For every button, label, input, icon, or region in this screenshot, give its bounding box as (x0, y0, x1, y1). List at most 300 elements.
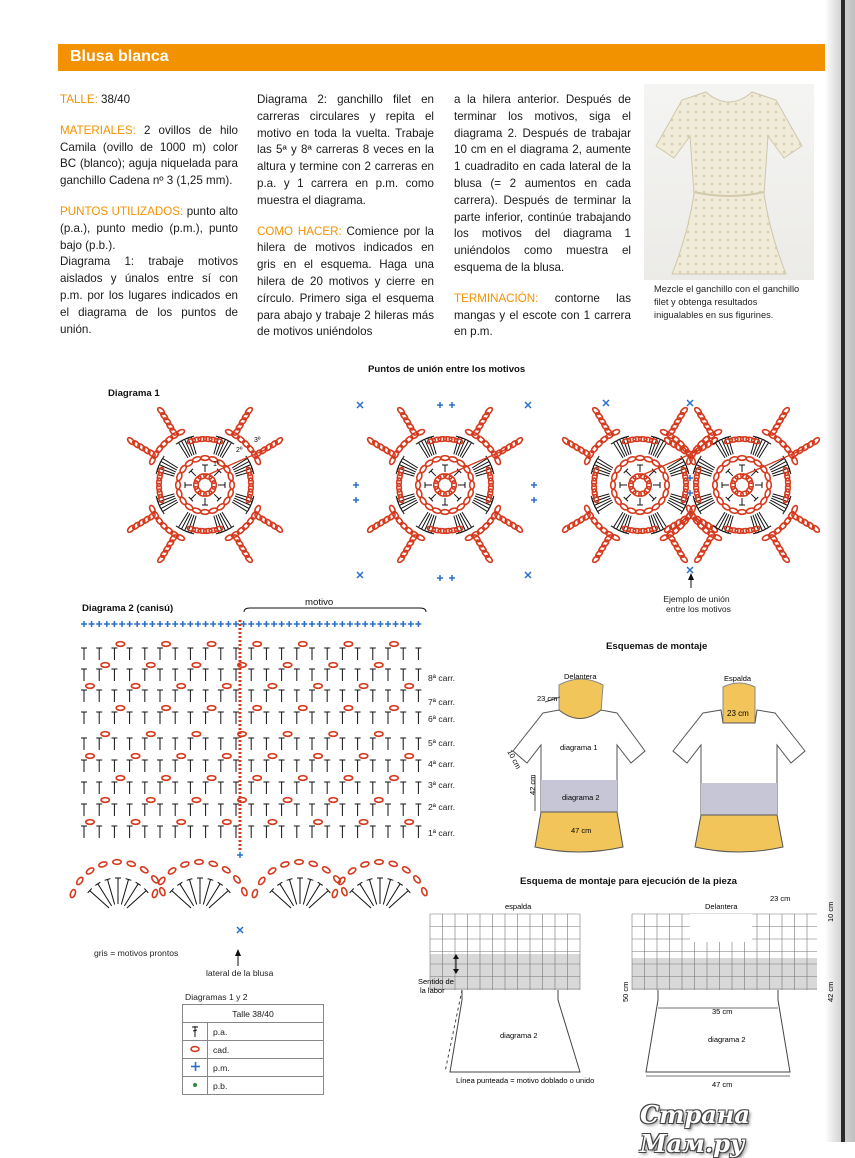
motif-diagram-joined (353, 402, 537, 581)
pm-stitch (301, 621, 307, 627)
chain-stitch (241, 521, 250, 530)
terminacion-value: contorne las mangas y el escote con 1 carrera en p.m. (454, 291, 631, 339)
round-2-label: 2º (236, 447, 243, 454)
pm-stitch (408, 621, 414, 627)
ejemplo-label (662, 594, 731, 614)
pm-stitch (332, 621, 338, 627)
chain-stitch (126, 437, 135, 446)
stitch-top (357, 882, 362, 885)
motif-diagram-example (561, 400, 820, 573)
chain-stitch (331, 889, 338, 898)
stitch-top (136, 882, 141, 885)
pm-stitch (142, 621, 148, 627)
chain-stitch (405, 684, 413, 689)
chain-stitch (375, 860, 383, 865)
chain-stitch (811, 524, 820, 533)
chain-stitch (359, 820, 367, 825)
chain-stitch (116, 642, 124, 647)
pm-stitch (324, 621, 330, 627)
chain-stitch (432, 456, 441, 463)
chain-stitch (314, 684, 322, 689)
dc-stitch (172, 891, 191, 908)
pm-stitch (355, 621, 361, 627)
chain-stitch (86, 820, 94, 825)
chain-stitch (180, 861, 189, 868)
stitch-top (698, 456, 701, 461)
ejemplo-arrowhead (688, 573, 694, 580)
chain-stitch (244, 554, 253, 563)
pb-stitch (687, 567, 693, 573)
legend-pb: p.b. (208, 1077, 324, 1095)
chain-stitch (98, 861, 107, 868)
pm-stitch (271, 621, 277, 627)
pm-stitch (353, 497, 359, 503)
pm-stitch (187, 621, 193, 627)
ejemplo-line-1: Ejemplo de unión (663, 594, 730, 604)
pm-stitch (437, 575, 443, 581)
dc-stitch (191, 471, 196, 476)
pm-stitch (353, 482, 359, 488)
chain-stitch (253, 706, 261, 711)
motivo-brace (244, 608, 426, 612)
photo-caption: Mezcle el ganchillo con el ganchillo filet y obtenga resultados inigualables en sus figurines. (654, 284, 800, 320)
chain-stitch (467, 472, 474, 481)
chain-stitch (159, 521, 168, 530)
chain-stitch (476, 435, 485, 444)
chain-stitch (126, 524, 135, 533)
chain-stitch (147, 732, 155, 737)
chain-stitch (713, 481, 718, 489)
chain-stitch (329, 798, 337, 803)
linea-punteada-label: Línea punteada = motivo doblado o unido (456, 1076, 595, 1085)
chain-stitch (299, 776, 307, 781)
diagrama1-paragraph: Diagrama 1: trabaje motivos aislados y únalos entre sí con p.m. por los lugares indicados en el diagrama de los puntos de unión. (60, 255, 238, 336)
chain-stitch (321, 866, 331, 874)
pm-stitch (531, 482, 537, 488)
row-label: 2ª carr. (428, 802, 456, 812)
chain-stitch (162, 642, 170, 647)
execution-schemes (400, 890, 835, 1095)
pm-stitch (279, 621, 285, 627)
chain-stitch (257, 876, 266, 885)
round-1-label: 1º (213, 461, 220, 468)
chain-stitch (401, 866, 411, 874)
chain-stitch (729, 456, 738, 463)
pm-stitch (248, 621, 254, 627)
chain-stitch (359, 754, 367, 759)
shaded-motif-band (632, 958, 817, 990)
sentido-label-1: Sentido de (418, 977, 454, 986)
chain-stitch (268, 684, 276, 689)
grid-50cm-label: 50 cm (621, 981, 630, 1002)
chain-stitch (449, 507, 458, 514)
row-label: 5ª carr. (428, 738, 456, 748)
pm-stitch (415, 621, 421, 627)
neckline-cutout (690, 914, 752, 942)
puntos-union-heading: Puntos de unión entre los motivos (368, 364, 526, 375)
pm-stitch (309, 621, 315, 627)
back-23cm-label: 23 cm (727, 709, 749, 718)
chain-stitch (314, 820, 322, 825)
chain-stitch (139, 866, 149, 874)
chain-stitch (592, 406, 601, 415)
grid-23cm-label: 23 cm (770, 894, 791, 903)
chain-stitch (399, 521, 408, 530)
legend-header: Diagramas 1 y 2 (185, 992, 248, 1002)
chain-stitch (594, 439, 603, 448)
chain-stitch (280, 861, 289, 868)
diagrama1-heading: Diagrama 1 (108, 388, 160, 399)
chain-stitch (627, 456, 636, 463)
stitch-top (161, 456, 164, 461)
chain-stitch (69, 889, 76, 898)
chain-stitch (773, 435, 782, 444)
chain-stitch (611, 481, 616, 489)
pm-stitch (104, 621, 110, 627)
pm-stitch (210, 621, 216, 627)
legend-row (183, 1059, 324, 1077)
chain-stitch (366, 524, 375, 533)
front-grid-diagrama2-label: diagrama 2 (708, 1035, 746, 1044)
dc-stitch (454, 494, 459, 499)
pb-stitch (603, 400, 609, 406)
pm-stitch (437, 402, 443, 408)
chain-stitch (131, 754, 139, 759)
pm-stitch (233, 621, 239, 627)
stitch-top (486, 509, 489, 514)
front-grid-scheme (632, 914, 817, 1076)
pm-stitch (81, 621, 87, 627)
chain-stitch (147, 663, 155, 668)
chain-stitch (594, 521, 603, 530)
row-label: 3ª carr. (428, 780, 456, 790)
chain-stitch (643, 475, 652, 484)
chain-stitch (397, 406, 406, 415)
chain-stitch (268, 820, 276, 825)
pb-stitch (525, 572, 531, 578)
chain-stitch (405, 820, 413, 825)
front-42cm-label: 42 cm (528, 774, 537, 795)
chain-stitch (390, 706, 398, 711)
chain-stitch (778, 521, 787, 530)
chain-stitch (644, 507, 653, 514)
pm-stitch (225, 621, 231, 627)
dc-stitch (272, 891, 291, 908)
chain-stitch (192, 456, 201, 463)
ejemplo-line-2: entre los motivos (666, 604, 731, 614)
pm-symbol-icon (191, 1062, 200, 1071)
stitch-top (218, 882, 223, 885)
front-23cm-label: 23 cm (537, 694, 558, 703)
stitch-top (398, 882, 403, 885)
pb-stitch (525, 402, 531, 408)
chain-stitch (233, 875, 242, 884)
stitch-top (246, 509, 249, 514)
ejecucion-heading: Esquema de montaje para ejecución de la pieza (520, 876, 738, 887)
stitch-top (783, 509, 786, 514)
pm-stitch (157, 621, 163, 627)
chain-stitch (176, 489, 183, 498)
chain-stitch (113, 860, 121, 865)
dc-stitch (214, 494, 219, 499)
chain-stitch (209, 860, 218, 867)
chain-stitch (207, 776, 215, 781)
continuation-paragraph: a la hilera anterior. Después de terminar los motivos, siga el diagrama 2. Después de trabajar 10 cm en el diagrama 2, aumente 1 cuadradito en cada lateral de la blusa (= 2 aumentos en cada carrera). Después de terminar la parte inferior, continúe trabajando los motivos del diagrama 1 uniéndolos como muestra el esquema de la blusa. (454, 93, 631, 274)
chain-stitch (738, 510, 746, 515)
chain-stitch (309, 860, 318, 867)
pm-stitch (218, 621, 224, 627)
stitch-top (176, 526, 181, 529)
pm-stitch (347, 621, 353, 627)
chain-stitch (778, 439, 787, 448)
pb-stitch (357, 572, 363, 578)
chain-stitch (514, 524, 523, 533)
chain-stitch (251, 889, 258, 898)
sentido-label-2: la labor (420, 986, 445, 995)
chain-stitch (236, 435, 245, 444)
back-dashed-edge (445, 990, 462, 1072)
round-3-label: 3º (254, 437, 261, 444)
legend-row (183, 1023, 324, 1041)
chain-stitch (783, 516, 792, 525)
chain-stitch (274, 524, 283, 533)
diagram-2-canisu (0, 600, 460, 950)
chain-stitch (268, 754, 276, 759)
chain-stitch (590, 444, 599, 453)
stitch-top (277, 882, 282, 885)
chain-stitch (230, 481, 235, 489)
chain-stitch (359, 684, 367, 689)
chain-stitch (227, 472, 234, 481)
chain-stitch (101, 798, 109, 803)
materiales-value: 2 ovillos de hilo Camila (ovillo de 1000 m) color BC (blanco); aguja niquelada para ganchillo Cadena nº 3 (1,25 mm). (60, 123, 238, 188)
pm-stitch (362, 621, 368, 627)
chain-stitch (636, 510, 644, 515)
chain-stitch (131, 820, 139, 825)
chain-stitch (157, 406, 166, 415)
dc-stitch (431, 494, 436, 499)
chain-stitch (486, 516, 495, 525)
chain-stitch (389, 860, 398, 867)
pm-stitch (339, 621, 345, 627)
front-10cm-label: 10 cm (505, 748, 523, 771)
chain-stitch (344, 776, 352, 781)
row-label: 1ª carr. (428, 828, 456, 838)
chain-stitch (201, 510, 209, 515)
back-grid-scheme (430, 914, 580, 1072)
legend-pm: p.m. (208, 1059, 324, 1077)
legend-table (182, 1004, 324, 1095)
chain-stitch (192, 732, 200, 737)
legend-talle: Talle 38/40 (183, 1005, 324, 1023)
chain-stitch (375, 732, 383, 737)
chain-stitch (481, 521, 490, 530)
chain-stitch (246, 516, 255, 525)
chain-stitch (116, 776, 124, 781)
chain-stitch (155, 444, 164, 453)
chain-stitch (274, 437, 283, 446)
chain-stitch (253, 776, 261, 781)
chain-stitch (267, 867, 277, 876)
pa-symbol-icon (191, 1025, 199, 1037)
pm-stitch (180, 621, 186, 627)
chain-stitch (360, 861, 369, 868)
back-diagrama2-label: diagrama 2 (500, 1031, 538, 1040)
chain-stitch (151, 889, 158, 898)
chain-stitch (241, 439, 250, 448)
pm-stitch (400, 621, 406, 627)
pm-stitch (203, 621, 209, 627)
chain-stitch (413, 875, 422, 884)
grid-42cm-label: 42 cm (826, 981, 835, 1002)
stitch-top (318, 882, 323, 885)
chain-stitch (201, 456, 209, 461)
chain-stitch (85, 867, 95, 876)
chain-stitch (405, 754, 413, 759)
pm-stitch (294, 621, 300, 627)
chain-stitch (344, 642, 352, 647)
pb-stitch (357, 402, 363, 408)
chain-stitch (484, 554, 493, 563)
chain-stitch (484, 406, 493, 415)
front-diagrama2-label: diagrama 2 (562, 793, 600, 802)
como-value: Comience por la hilera de motivos indicados en gris en el esquema. Haga una hilera de 20 motivos y cierre en círculo. Primero siga el esquema para abajo y trabaje 2 hileras más de motivos uniéndolos (257, 224, 435, 339)
pm-stitch (385, 621, 391, 627)
chain-stitch (679, 406, 688, 415)
stitch-top (596, 456, 599, 461)
pm-stitch (111, 621, 117, 627)
pm-stitch (165, 621, 171, 627)
chain-symbol-icon (190, 1045, 200, 1053)
como-label: COMO HACER: (257, 224, 342, 238)
pm-stitch (449, 575, 455, 581)
chain-stitch (253, 642, 261, 647)
chain-stitch (416, 489, 423, 498)
espalda-grid-label: espalda (505, 902, 532, 911)
pm-stitch (377, 621, 383, 627)
pm-stitch (127, 621, 133, 627)
chain-stitch (192, 663, 200, 668)
chain-stitch (329, 732, 337, 737)
chain-stitch (341, 887, 348, 897)
chain-stitch (416, 481, 421, 489)
delantera-grid-label: Delantera (705, 902, 738, 911)
pm-stitch (237, 852, 243, 858)
dc-stitch (352, 891, 371, 908)
stitch-top (611, 526, 616, 529)
chain-stitch (390, 642, 398, 647)
dc-stitch (728, 471, 733, 476)
diagrama2-paragraph: Diagrama 2: ganchillo filet en carreras circulares y repita el motivo en toda la vuelta. Trabaje las 5ª y 8ª carreras 8 veces en la altura y termine con 2 carreras en p.a. y 1 carrera en p.m. como muestra el diagrama. (257, 93, 434, 207)
chain-stitch (223, 684, 231, 689)
pm-stitch (195, 621, 201, 627)
chain-stitch (713, 489, 720, 498)
chain-stitch (162, 706, 170, 711)
espalda-label: Espalda (724, 674, 752, 683)
chain-stitch (448, 475, 457, 484)
chain-stitch (375, 663, 383, 668)
assembly-schemes (495, 665, 825, 855)
chain-stitch (441, 456, 449, 461)
stitch-top (416, 526, 421, 529)
chain-stitch (397, 554, 406, 563)
pb-stitch (237, 927, 243, 933)
dc-stitch (728, 494, 733, 499)
chain-stitch (101, 663, 109, 668)
chain-stitch (636, 456, 644, 461)
chain-stitch (671, 435, 680, 444)
stitch-top (229, 441, 234, 444)
front-47cm-label: 47 cm (571, 826, 592, 835)
chain-stitch (283, 663, 291, 668)
stitch-top (469, 441, 474, 444)
chain-stitch (299, 706, 307, 711)
pm-stitch (286, 621, 292, 627)
terminacion-label: TERMINACIÓN: (454, 291, 539, 305)
chain-stitch (283, 732, 291, 737)
chain-stitch (164, 526, 173, 535)
chain-stitch (195, 860, 203, 865)
stitch-top (177, 882, 182, 885)
chain-stitch (192, 798, 200, 803)
materiales-label: MATERIALES: (60, 123, 136, 137)
chain-stitch (221, 866, 231, 874)
motif-diagram-1 (126, 406, 283, 563)
chain-stitch (561, 437, 570, 446)
dc-stitch (209, 891, 228, 908)
chain-stitch (223, 820, 231, 825)
pb-symbol-icon (191, 1081, 199, 1089)
pm-stitch (263, 621, 269, 627)
puntos-value: punto alto (p.a.), punto medio (p.m.), punto bajo (p.b.). (60, 204, 238, 252)
chain-stitch (390, 776, 398, 781)
chain-stitch (399, 439, 408, 448)
chain-stitch (611, 489, 618, 498)
chain-stitch (209, 507, 218, 514)
pm-stitch (370, 621, 376, 627)
chain-stitch (241, 887, 248, 897)
pm-stitch (96, 621, 102, 627)
pm-stitch (119, 621, 125, 627)
row-label: 6ª carr. (428, 714, 456, 724)
grid-47cm-label: 47 cm (712, 1080, 733, 1089)
chain-stitch (329, 663, 337, 668)
stitch-top (401, 456, 404, 461)
dc-stitch (127, 891, 146, 908)
chain-stitch (207, 642, 215, 647)
chain-stitch (811, 437, 820, 446)
talle-label: TALLE: (60, 93, 98, 106)
chain-stitch (223, 754, 231, 759)
chain-stitch (347, 867, 357, 876)
chain-stitch (299, 642, 307, 647)
chain-stitch (781, 554, 790, 563)
chain-stitch (177, 684, 185, 689)
chain-stitch (177, 820, 185, 825)
dc-stitch (431, 471, 436, 476)
pm-stitch (172, 621, 178, 627)
legend-pa: p.a. (208, 1023, 324, 1041)
row-label: 7ª carr. (428, 697, 456, 707)
chain-stitch (592, 554, 601, 563)
chain-stitch (159, 439, 168, 448)
chain-stitch (781, 406, 790, 415)
esquemas-heading: Esquemas de montaje (606, 641, 708, 652)
chain-stitch (208, 475, 217, 484)
legend-row (183, 1041, 324, 1059)
legend-row (183, 1077, 324, 1095)
chain-stitch (157, 554, 166, 563)
